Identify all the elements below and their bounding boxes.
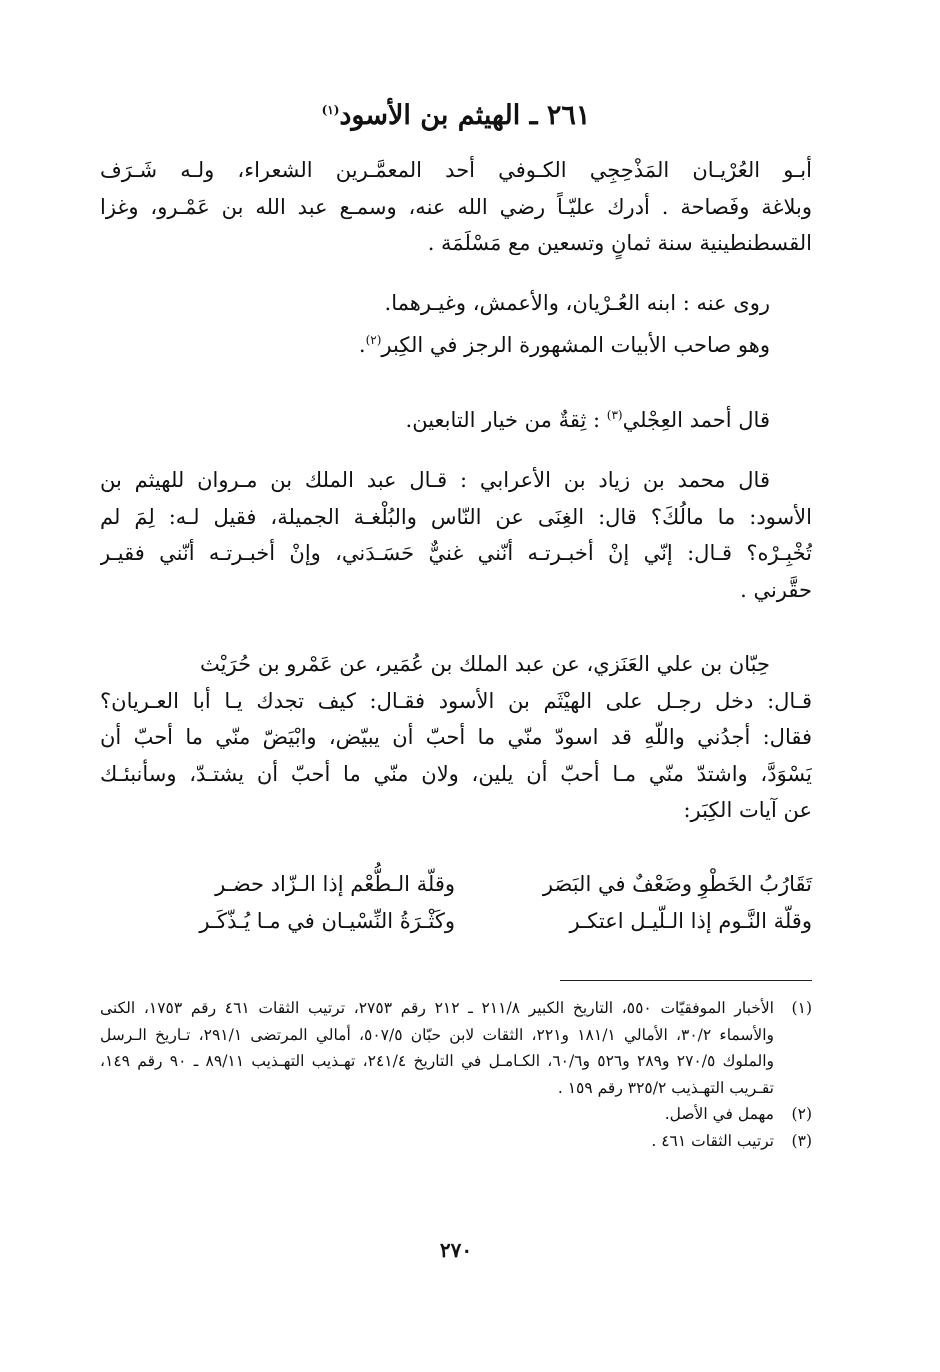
verse-2-second-hemistich: وكَثْـرَةُ النِّسْيـان في مـا يُـذّكَـر	[199, 909, 455, 933]
footnotes-section	[100, 995, 812, 1154]
ijli-paragraph	[100, 397, 812, 439]
ijli-text-before: قال أحمد العِجْلي	[622, 408, 770, 432]
title-footnote-ref: (١)	[321, 103, 340, 117]
story-2-line-5: عن آيات الكِبَر:	[683, 798, 812, 822]
story-2-paragraph	[100, 646, 812, 829]
ijli-text-after: : ثِقةٌ من خيار التابعين.	[405, 408, 601, 432]
poem-verses	[100, 866, 812, 940]
story-1-paragraph	[100, 462, 812, 608]
verse-1-first-hemistich: تَقَارُبُ الخَطْوِ وضَعْفٌ في البَصَر	[542, 872, 812, 896]
footnote-2	[100, 1101, 812, 1128]
footnote-1	[100, 995, 812, 1101]
footnote-1-number: (١)	[791, 999, 812, 1017]
narrators-footnote-ref: (٢)	[365, 332, 382, 347]
intro-paragraph	[100, 152, 812, 262]
poem-verse	[100, 866, 812, 903]
story-2-line-4: يَسْوَدَّ، واشتدّ منّي مـا أحبّ أن يلين، ولان منّي ما أحبّ أن يشتـدّ، وسأنبئـك	[100, 761, 812, 786]
story-2-line-2: قـال: دخل رجـل على الهيْثَم بن الأسود فقـال: كيف تجدك يـا أبا العـريان؟	[100, 688, 812, 713]
story-2-line-3: فقال: أجدُني واللّهِ قد اسودّ منّي ما أحبّ أن يبيّض، وابْيَضّ منّي ما أحبّ أن	[100, 725, 812, 749]
footnote-2-text: مهمل في الأصل.	[664, 1105, 774, 1123]
intro-line-1: أبـو العُرْيـان المَذْحِجِي الكـوفي أحد المعمَّـرين الشعراء، ولـه شَـرَف	[100, 158, 812, 182]
footnote-3-number: (٣)	[791, 1131, 812, 1150]
verse-2-first-hemistich: وقلّة النَّـوم إذا الـلّيـل اعتكـر	[569, 909, 812, 933]
story-1-line-4: حقَّرني .	[740, 577, 812, 602]
poem-verse	[100, 903, 812, 940]
narrators-line-2-text: وهو صاحب الأبيات المشهورة الرجز في الكِبر	[381, 332, 770, 357]
story-1-line-2: الأسود: ما مالُكَ؟ قال: الغِنَى عن النّاس والبُلْغـة الجميلة، فقيل لـه: لِمَ لم	[100, 504, 812, 529]
entry-title-text: ٢٦١ ـ الهيثم بن الأسود	[339, 100, 591, 131]
intro-line-2: وبلاغة وفَصاحة . أدرك عليّـاً رضي الله عنه، وسمـع عبد الله بن عَمْـرو، وغزا	[100, 194, 812, 219]
narrators-line-2-end: .	[358, 332, 366, 357]
footnote-3-text: ترتيب الثقات ٤٦١ .	[651, 1131, 774, 1150]
footnote-separator	[560, 980, 812, 981]
ijli-footnote-ref: (٣)	[606, 408, 623, 422]
story-1-line-1: قال محمد بن زياد بن الأعرابي : قـال عبد الملك بن مـروان للهيثم بن	[100, 468, 770, 492]
intro-line-3: القسطنطينية سنة ثمانٍ وتسعين مع مَسْلَمَة .	[427, 231, 812, 255]
footnote-2-number: (٢)	[791, 1105, 812, 1123]
ijli-line	[100, 397, 770, 439]
footnote-1-text: الأخبار الموفقيّات ٥٥٠، التاريخ الكبير ٢١١/٨ ـ ٢١٢ رقم ٢٧٥٣، ترتيب الثقات ٤٦١ رقم ١٧٥٣، الكنى والأسماء ٣٠/٢، الأمالي ١٨١/١ و٢٢١، الثقات لابن حبّان ٥٠٧/٥، أمالي المرتضى ٢٩١/١، تـاريخ الـرسل والملوك ٢٧٠/٥ و٢٨٩ و٥٢٦ و٦٠/٦، الكـامـل في التاريخ ٢٤١/٤، تهـذيب التهـذيب ٨٩/١١ ـ ٩٠ رقم ١٤٩، تقـريب التهـذيب ٣٢٥/٢ رقم ١٥٩ .	[100, 999, 774, 1097]
entry-title	[100, 100, 812, 131]
verse-1-second-hemistich: وقلّة الـطُّعْم إذا الـزّاد حضـر	[215, 872, 455, 896]
book-page	[100, 0, 812, 1372]
story-2-line-1: حِبّان بن علي العَنَزي، عن عبد الملك بن عُمَير، عن عَمْرو بن حُرَيْث	[200, 652, 770, 676]
narrators-paragraph	[100, 285, 812, 363]
narrators-line-2	[100, 322, 770, 364]
page-number: ٢٧٠	[439, 1238, 473, 1262]
narrators-line-1: روى عنه : ابنه العُـرْيان، والأعمش، وغيـرهما.	[384, 291, 770, 315]
footnote-3	[100, 1128, 812, 1155]
story-1-line-3: تُخْبِـرْه؟ قـال: إنّي إنْ أخبـرتـه أنّني غنيٌّ حَسَـدَني، وإنْ أخبـرتـه أنّني فقيـر	[100, 541, 812, 565]
